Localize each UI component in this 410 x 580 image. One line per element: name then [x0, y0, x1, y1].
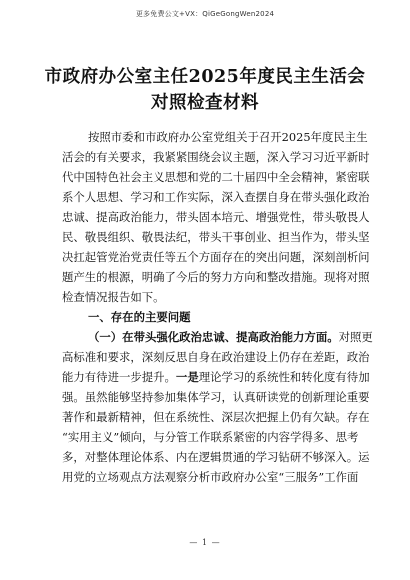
document-title-line-2: 对照检查材料 — [151, 93, 259, 113]
intro-line: 忠诚、提高政治能力，带头固本培元、增强党性，带头敬畏人 — [62, 210, 370, 224]
document-title-line-1: 市政府办公室主任2025年度民主生活会 — [44, 67, 366, 87]
body-text: 理论学习的系统性和转化度有待加 — [198, 370, 370, 384]
page-number: — 1 — — [189, 538, 221, 547]
body-line: 强。虽然能够坚持参加集体学习，认真研读党的创新理论重要 — [62, 390, 370, 404]
intro-line: 按照市委和市政府办公室党组关于召开2025年度民主生 — [88, 130, 368, 144]
intro-line: 民、敬畏组织、敬畏法纪，带头干事创业、担当作为，带头坚 — [62, 230, 370, 244]
intro-line: 决扛起管党治党责任等五个方面存在的突出问题，深刻剖析问 — [62, 250, 370, 264]
body-line: “实用主义”倾向，与分管工作联系紧密的内容学得多、思考 — [62, 430, 359, 444]
body-line — [62, 367, 370, 387]
body-text: 能力有待进一步提升。 — [62, 370, 176, 384]
intro-line: 活会的有关要求，我紧紧围绕会议主题，深入学习习近平新时 — [62, 150, 370, 164]
point-marker: 一是 — [175, 370, 199, 384]
intro-line: 题产生的根源，明确了今后的努力方向和整改措施。现将对照 — [62, 270, 370, 284]
intro-line: 检查情况报告如下。 — [62, 290, 165, 304]
intro-line: 代中国特色社会主义思想和党的二十届四中全会精神，紧密联 — [62, 170, 370, 184]
body-line: 高标准和要求，深刻反思自身在政治建设上仍存在差距，政治 — [62, 350, 370, 364]
subsection-heading: （一）在带头强化政治忠诚、提高政治能力方面。 — [88, 330, 339, 344]
body-line: 著作和最新精神，但在系统性、深层次把握上仍有欠缺。存在 — [62, 410, 370, 424]
body-line: 用党的立场观点方法观察分析市政府办公室“三服务”工作面 — [62, 470, 359, 484]
intro-line: 系个人思想、学习和工作实际，深入查摆自身在带头强化政治 — [62, 190, 370, 204]
subsection-heading-line — [88, 327, 373, 347]
body-line: 多，对整体理论体系、内在逻辑贯通的学习钻研不够深入。运 — [62, 450, 370, 464]
section-heading: 一、存在的主要问题 — [88, 310, 191, 324]
subsection-heading-tail: 对照更 — [338, 330, 373, 344]
header-note: 更多免费公文+VX：QiGeGongWen2024 — [135, 10, 275, 18]
